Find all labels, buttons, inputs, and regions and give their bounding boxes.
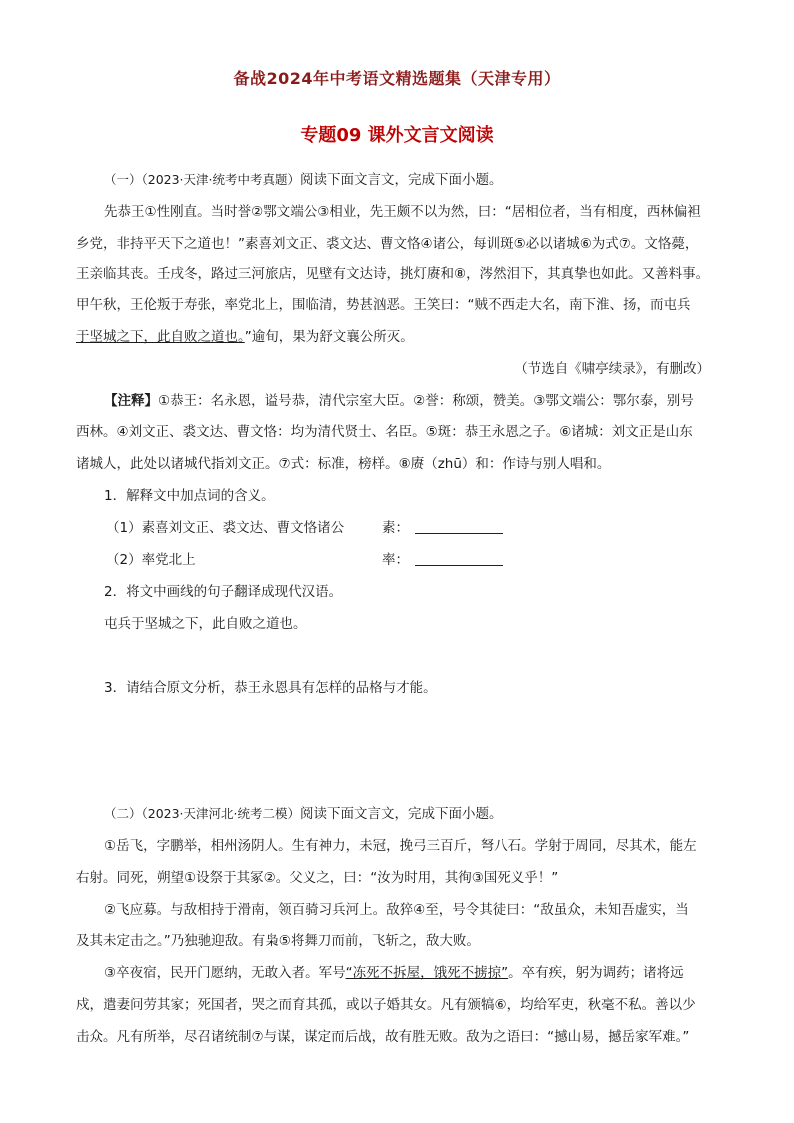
passage2-p2-line-2: 及其未定击之。”乃独驰迎敌。有枭⑤将舞刀而前，飞斩之，敌大败。: [76, 933, 480, 949]
passage1-line-4: 甲午秋，王伦叛于寿张，率党北上，围临清，势甚汹恶。王笑曰：“贼不西走大名，南下淮、扬，而屯兵: [76, 297, 691, 313]
passage1-source: （节选自《啸亭续录》，有删改）: [514, 361, 710, 377]
notes-line-1: [104, 391, 754, 411]
passage2-p3-line-3: 击众。凡有所举，尽召诸统制⑦与谋，谋定而后战，故有胜无败。敌为之语曰：“撼山易，撼岳家军难。”: [76, 1029, 690, 1045]
passage1-line-1: 先恭王①性刚直。当时誉②鄂文端公③相业，先王颇不以为然，曰：“居相位者，当有相度，西林偏袒: [104, 204, 701, 220]
passage1-line-3: 王亲临其丧。壬戌冬，路过三河旅店，见壁有文达诗，挑灯赓和⑧，涔然泪下，其真挚也如此。又善料事。: [76, 266, 710, 282]
section1-source-tag: （一）（2023·天津·统考中考真题）: [104, 172, 301, 187]
question-1b: （2）率党北上: [106, 552, 196, 568]
passage2-p3-line-2: 戍，遣妻问劳其家；死国者，哭之而育其孤，或以子婚其女。凡有颁犒⑥，均给军吏，秋毫不私。善以少: [76, 997, 696, 1013]
section2-instruction: 阅读下面文言文，完成下面小题。: [300, 806, 503, 822]
collection-header: 备战2024年中考语文精选题集（天津专用）: [233, 69, 561, 88]
notes-line-2: 西林。④刘文正、裘文达、曹文恪：均为清代贤士、名臣。⑤斑：恭王永恩之子。⑥诸城：刘文正是山东: [76, 424, 693, 440]
notes-line-3: 诸城人，此处以诸城代指刘文正。⑦式：标准，榜样。⑧赓（zhū）和：作诗与别人唱和。: [76, 456, 611, 472]
notes-label: 【注释】: [104, 393, 158, 409]
underlined-motto: “冻死不拆屋，饿死不掳掠”: [345, 965, 509, 981]
passage2-p1-line-1: ①岳飞，字鹏举，相州汤阴人。生有神力，未冠，挽弓三百斤，弩八石。学射于周同，尽其术，能左: [104, 838, 697, 854]
answer-blank[interactable]: [415, 551, 503, 566]
passage1-line-5: [76, 327, 726, 347]
passage1-line-5-end: ”逾旬，果为舒文襄公所灭。: [244, 329, 414, 345]
question-1a-answer[interactable]: [382, 518, 503, 538]
passage2-p3-start: ③卒夜宿，民开门愿纳，无敢入者。军号: [104, 965, 346, 981]
question-2-sentence: 屯兵于坚城之下，此自败之道也。: [104, 616, 307, 632]
passage2-p2-line-1: ②飞应募。与敌相持于滑南，领百骑习兵河上。敌猝④至，号令其徒曰：“敌虽众，未知吾虚实，当: [104, 902, 689, 918]
question-1a-word: 素：: [382, 520, 409, 536]
section2-source-tag: （二）（2023·天津河北·统考二模）: [104, 806, 301, 821]
answer-blank[interactable]: [415, 519, 503, 534]
question-1b-word: 率：: [382, 552, 409, 568]
notes-text-1: ①恭王：名永恩，谥号恭，清代宗室大臣。②誉：称颂，赞美。③鄂文端公：鄂尔泰，别号: [158, 393, 694, 409]
question-3: 3．请结合原文分析，恭王永恩具有怎样的品格与才能。: [104, 680, 437, 696]
passage2-p3-end: 。卒有疾，躬为调药；诸将远: [508, 965, 684, 981]
passage1-line-2: 乡党，非持平天下之道也！”素喜刘文正、裘文达、曹文恪④诸公，每训斑⑤必以诸城⑥为式⑦。文恪薨，: [76, 236, 699, 252]
section2-intro: [104, 804, 754, 824]
question-1: 1．解释文中加点词的含义。: [104, 488, 275, 504]
question-2: 2．将文中画线的句子翻译成现代汉语。: [104, 584, 343, 600]
section1-intro: [104, 170, 754, 190]
passage2-p3-line-1: [104, 963, 754, 983]
topic-title: 专题09 课外文言文阅读: [300, 125, 494, 146]
question-1b-answer[interactable]: [382, 550, 503, 570]
passage2-p1-line-2: 右射。同死，朔望①设祭于其冢②。父义之，曰：“汝为时用，其徇③国死义乎！”: [76, 870, 559, 886]
section1-instruction: 阅读下面文言文，完成下面小题。: [300, 172, 503, 188]
underlined-sentence: 于坚城之下，此自败之道也。: [76, 329, 245, 345]
question-1a: （1）素喜刘文正、裘文达、曹文恪诸公: [106, 520, 345, 536]
